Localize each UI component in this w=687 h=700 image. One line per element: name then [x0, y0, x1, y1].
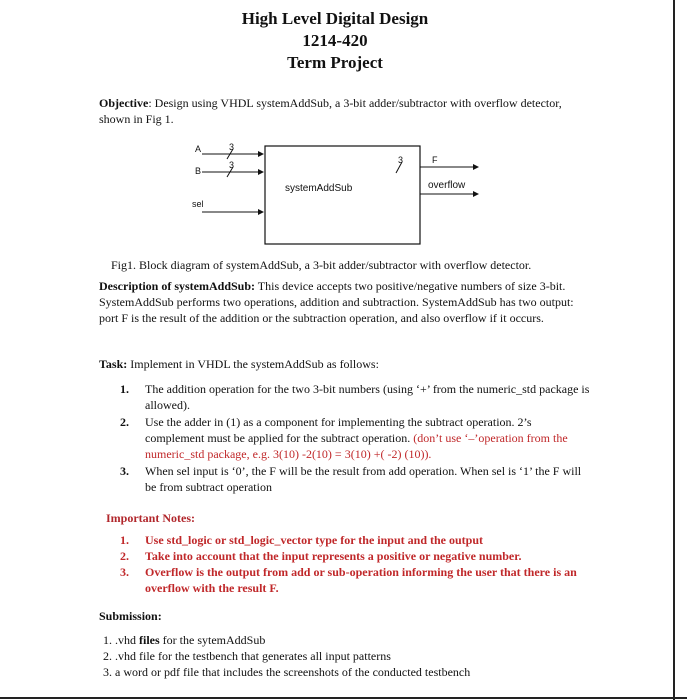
list-number: 3.	[120, 565, 129, 579]
task-heading	[99, 356, 379, 372]
submission-text: 1. .vhd	[103, 633, 139, 647]
output-f-label: F	[432, 155, 438, 165]
document-header	[0, 8, 670, 74]
input-a-label: A	[195, 144, 202, 154]
task-list	[113, 381, 591, 496]
description-text: This device accepts two positive/negative numbers of size 3-bit. SystemAddSub performs two operations, addition and subtraction. SystemAddSub has two output: port F is the result of the addition or the subtraction operation, and also overflow if it occurs.	[99, 279, 574, 325]
submission-list	[103, 632, 470, 680]
note-text: Take into account that the input represents a positive or negative number.	[145, 549, 522, 563]
page-border-right	[673, 0, 675, 700]
block-diagram	[180, 140, 500, 260]
task-item-text: When sel input is ‘0’, the F will be the result from add operation. When sel is ‘1’ the F will be from subtract operation	[145, 464, 582, 494]
submission-text: 2. .vhd file for the testbench that generates all input patterns	[103, 649, 391, 663]
description-label: Description of systemAddSub:	[99, 279, 256, 293]
important-notes-list	[113, 532, 583, 596]
objective-paragraph	[99, 95, 589, 127]
input-b-bus-width: 3	[229, 160, 235, 170]
note-item-3	[113, 564, 583, 596]
input-sel-label: sel	[192, 199, 204, 209]
submission-item-1	[103, 632, 470, 648]
note-text: Use std_logic or std_logic_vector type for the input and the output	[145, 533, 484, 547]
list-number: 2.	[120, 549, 129, 563]
task-item-2	[113, 414, 591, 462]
submission-heading: Submission:	[99, 609, 162, 623]
note-text: Overflow is the output from add or sub-operation informing the user that there is an overflow with the result F.	[145, 565, 577, 595]
note-item-1	[113, 532, 583, 548]
block-label: systemAddSub	[285, 183, 353, 194]
task-item-warning: (don’t use ‘–’operation from the numeric_std package, e.g. 3(10) -2(10) = 3(10) +( -2) (10)).	[145, 431, 568, 461]
input-b-label: B	[195, 166, 202, 176]
objective-text: : Design using VHDL systemAddSub, a 3-bit adder/subtractor with overflow detector, shown in Fig 1.	[99, 96, 562, 126]
figure-caption: Fig1. Block diagram of systemAddSub, a 3-bit adder/subtractor with overflow detector.	[111, 258, 532, 272]
submission-bold-text: files	[139, 633, 160, 647]
task-item-3	[113, 463, 591, 495]
task-item-text: Use the adder in (1) as a component for implementing the subtract operation. 2’s complement must be applied for the subtract operation.	[145, 415, 532, 445]
task-item-1	[113, 381, 591, 413]
output-f-bus-width: 3	[398, 155, 404, 165]
submission-item-3	[103, 664, 470, 680]
list-number: 1.	[120, 533, 129, 547]
output-overflow-label: overflow	[428, 180, 466, 191]
list-number: 3.	[120, 464, 129, 478]
note-item-2	[113, 548, 583, 564]
course-number: 1214-420	[302, 31, 368, 50]
submission-text: for the sytemAddSub	[159, 633, 266, 647]
submission-item-2	[103, 648, 470, 664]
page-border-bottom	[0, 697, 687, 699]
input-a-bus-width: 3	[229, 142, 235, 152]
document-title: High Level Digital Design	[241, 9, 429, 28]
task-label: Task:	[99, 357, 128, 371]
submission-text: 3. a word or pdf file that includes the screenshots of the conducted testbench	[103, 665, 471, 679]
objective-label: Objective	[99, 96, 149, 110]
description-paragraph	[99, 278, 594, 326]
task-text: Implement in VHDL the systemAddSub as follows:	[127, 357, 379, 371]
list-number: 1.	[120, 382, 129, 396]
task-item-text: The addition operation for the two 3-bit numbers (using ‘+’ from the numeric_std package is allowed).	[145, 382, 590, 412]
important-notes-heading: Important Notes:	[106, 511, 195, 525]
systemaddsub-block	[265, 146, 420, 244]
document-subtitle: Term Project	[287, 53, 383, 72]
list-number: 2.	[120, 415, 129, 429]
